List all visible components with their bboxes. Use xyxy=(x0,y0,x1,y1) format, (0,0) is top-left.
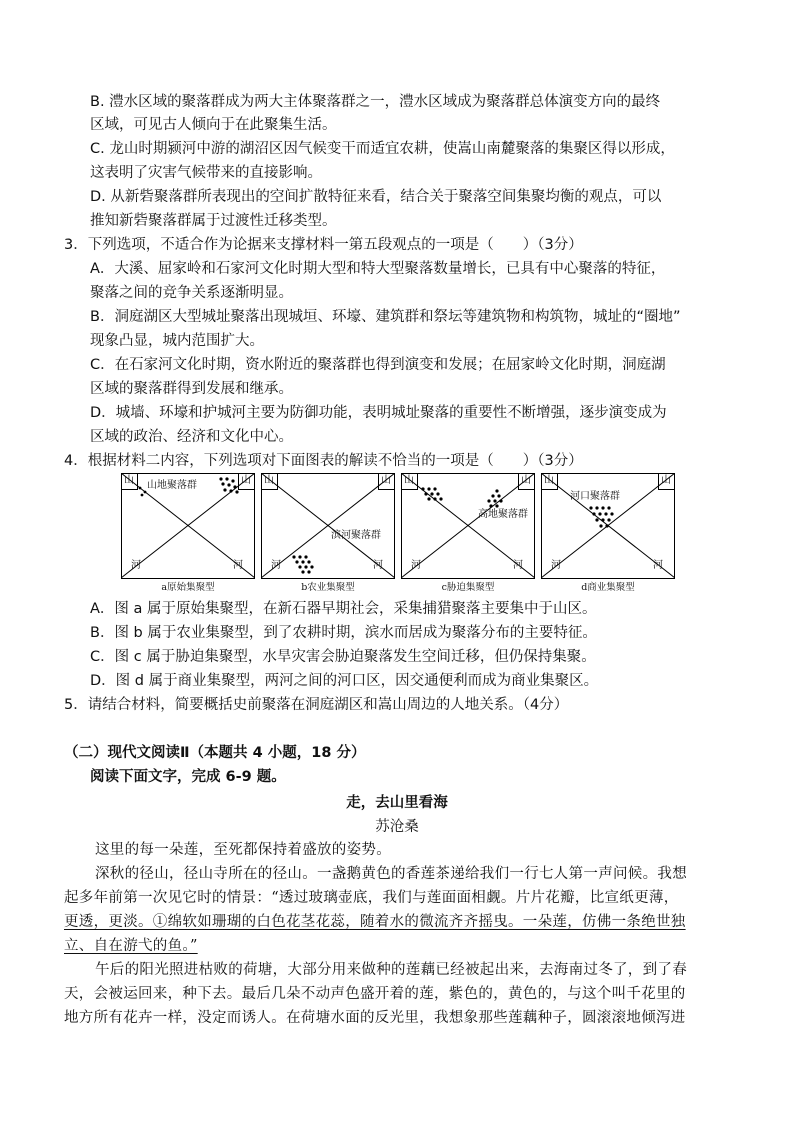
q3-option-c-line1: C．在石家河文化时期，资水附近的聚落群也得到演变和发展；在屈家岭文化时期，洞庭湖 xyxy=(90,357,666,373)
q3-option-b-line1: B．洞庭湖区大型城址聚落出现城垣、环壕、建筑群和祭坛等建筑物和构筑物，城址的“圈地” xyxy=(90,309,681,325)
panel-d-river-right: 河 xyxy=(653,560,663,571)
panel-b-river-right: 河 xyxy=(373,560,383,571)
panel-c-label: 高地聚落群 xyxy=(478,509,528,520)
section-instruction: 阅读下面文字，完成 6-9 题。 xyxy=(90,769,286,785)
panel-b-dots xyxy=(292,555,313,573)
panel-a-caption: a原始集聚型 xyxy=(161,582,215,593)
panel-c-river-right: 河 xyxy=(513,560,523,571)
q4-option-b: B．图 b 属于农业集聚型，到了农耕时期，滨水而居成为聚落分布的主要特征。 xyxy=(90,625,597,641)
q3-option-c-line2: 区域的聚落群得到发展和继承。 xyxy=(90,381,293,397)
passage-line-7: 天，会被运回来，种下去。最后几朵不动声色盛开着的莲，紫色的，黄色的，与这个叫千花里的 xyxy=(64,986,686,1002)
q3-option-d-line1: D．城墙、环壕和护城河主要为防御功能，表明城址聚落的重要性不断增强，逐步演变成为 xyxy=(90,405,667,421)
panel-c-mountain-left: 山 xyxy=(404,475,414,486)
section-heading: （二）现代文阅读Ⅱ（本题共 4 小题，18 分） xyxy=(64,745,366,761)
passage-line-5-underlined: 立、自在游弋的鱼。” xyxy=(64,938,198,954)
panel-c xyxy=(401,473,535,597)
panel-b xyxy=(261,473,395,597)
panel-c-mountain-right: 山 xyxy=(521,475,531,486)
q2-option-d-line1: D. 从新砦聚落群所表现出的空间扩散特征来看，结合关于聚落空间集聚均衡的观点，可以 xyxy=(90,189,662,205)
q4-option-d: D．图 d 属于商业集聚型，两河之间的河口区，因交通便利而成为商业集聚区。 xyxy=(90,673,599,689)
panel-c-dots xyxy=(421,487,502,507)
q3-stem: 3．下列选项，不适合作为论据来支撑材料一第五段观点的一项是（ ）（3分） xyxy=(64,237,583,253)
panel-c-river-left: 河 xyxy=(411,560,421,571)
q2-option-c-line1: C. 龙山时期颍河中游的湖沼区因气候变干而适宜农耕，使嵩山南麓聚落的集聚区得以形成， xyxy=(90,141,675,157)
q2-option-b-line2: 区域，可见古人倾向于在此聚集生活。 xyxy=(90,117,337,133)
panel-b-mountain-left: 山 xyxy=(264,475,274,486)
panel-d-mountain-right: 山 xyxy=(661,475,671,486)
panel-a-river-right: 河 xyxy=(233,560,243,571)
panel-d-mountain-left: 山 xyxy=(544,475,554,486)
settlement-pattern-figure xyxy=(121,473,704,597)
q3-option-a-line2: 聚落之间的竞争关系逐渐明显。 xyxy=(90,285,293,301)
panel-b-river-left: 河 xyxy=(271,560,281,571)
passage-author: 苏沧桑 xyxy=(375,819,419,835)
q5-stem: 5．请结合材料，简要概括史前聚落在洞庭湖区和嵩山周边的人地关系。（4分） xyxy=(64,697,569,713)
passage-line-4-underlined: 更透，更淡。①绵软如珊瑚的白色花茎花蕊，随着水的微流齐齐摇曳。一朵莲，仿佛一条绝世独 xyxy=(64,914,686,930)
q3-option-d-line2: 区域的政治、经济和文化中心。 xyxy=(90,429,293,445)
q3-option-a-line1: A．大溪、屈家岭和石家河文化时期大型和特大型聚落数量增长，已具有中心聚落的特征， xyxy=(90,261,666,277)
panel-d-river-left: 河 xyxy=(551,560,561,571)
q2-option-b-line1: B. 澧水区域的聚落群成为两大主体聚落群之一，澧水区域成为聚落群总体演变方向的最终 xyxy=(90,94,661,110)
passage-title: 走，去山里看海 xyxy=(346,794,448,811)
q4-stem: 4．根据材料二内容，下列选项对下面图表的解读不恰当的一项是（ ）（3分） xyxy=(64,453,583,469)
panel-a-mountain-left: 山 xyxy=(124,475,134,486)
panel-d xyxy=(541,473,675,597)
panel-a-mountain-right: 山 xyxy=(241,475,251,486)
panel-b-label: 滨河聚落群 xyxy=(331,530,381,541)
q4-option-c: C．图 c 属于胁迫集聚型，水旱灾害会胁迫聚落发生空间迁移，但仍保持集聚。 xyxy=(90,649,596,665)
q2-option-d-line2: 推知新砦聚落群属于过渡性迁移类型。 xyxy=(90,213,337,229)
panel-d-label: 河口聚落群 xyxy=(570,491,620,502)
q3-option-b-line2: 现象凸显，城内范围扩大。 xyxy=(90,333,264,349)
panel-a xyxy=(121,473,255,597)
passage-line-6: 午后的阳光照进枯败的荷塘，大部分用来做种的莲藕已经被起出来，去海南过冬了，到了春 xyxy=(95,962,687,978)
q4-option-a: A．图 a 属于原始集聚型，在新石器早期社会，采集捕猎聚落主要集中于山区。 xyxy=(90,601,597,617)
panel-b-mountain-right: 山 xyxy=(381,475,391,486)
panel-d-caption: d商业集聚型 xyxy=(581,582,635,593)
passage-line-3: 起多年前第一次见它时的情景：“透过玻璃壶底，我们与莲面面相觑。片片花瓣，比宣纸更薄， xyxy=(64,890,679,906)
passage-line-8: 地方所有花卉一样，没定而诱人。在荷塘水面的反光里，我想象那些莲藕种子，圆滚滚地倾泻进 xyxy=(64,1010,686,1026)
panel-c-caption: c胁迫集聚型 xyxy=(441,582,495,593)
passage-line-1: 这里的每一朵莲，至死都保持着盛放的姿势。 xyxy=(95,842,391,858)
q2-option-c-line2: 这表明了灾害气候带来的直接影响。 xyxy=(90,165,322,181)
panel-b-caption: b农业集聚型 xyxy=(301,582,355,593)
passage-line-2: 深秋的径山，径山寺所在的径山。一盏鹅黄色的香莲茶递给我们一行七人第一声问候。我想 xyxy=(95,866,687,882)
panel-a-river-left: 河 xyxy=(131,560,141,571)
panel-a-label: 山地聚落群 xyxy=(147,480,197,491)
